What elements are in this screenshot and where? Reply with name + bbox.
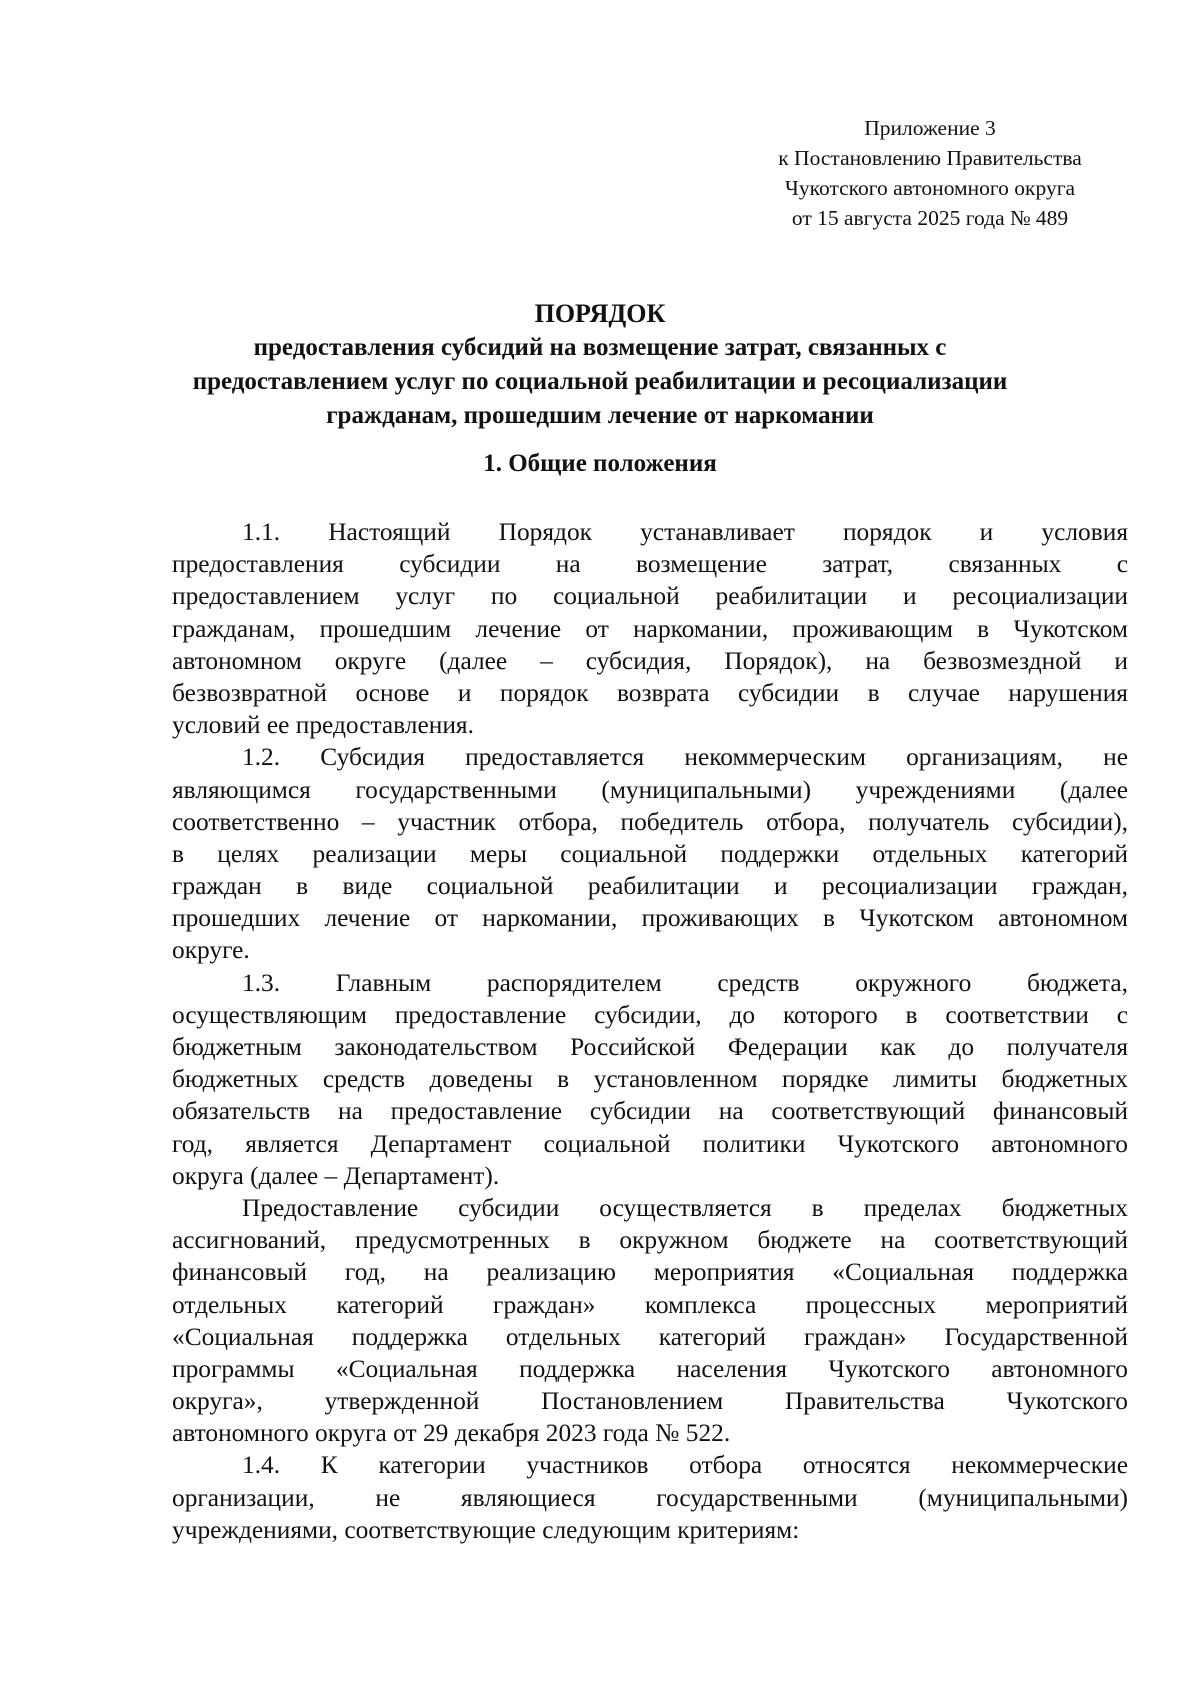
title-subtitle-line: предоставления субсидий на возмещение затрат, связанных с: [253, 334, 947, 361]
document-body: [172, 516, 1128, 1546]
text-line: граждан в виде социальной реабилитации и ресоциализации граждан,: [172, 872, 1128, 901]
text-line: округа (далее – Департамент).: [172, 1161, 500, 1190]
text-line: 1.1. Настоящий Порядок устанавливает порядок и условия: [242, 518, 1128, 546]
paragraph: [172, 1449, 1128, 1546]
text-line: гражданам, прошедшим лечение от наркомании, проживающим в Чукотском: [172, 614, 1128, 643]
text-line: организации, не являющиеся государственными (муниципальными): [172, 1483, 1128, 1512]
appendix-line: Чукотского автономного округа: [784, 176, 1076, 200]
text-line: безвозвратной основе и порядок возврата субсидии в случае нарушения: [172, 678, 1128, 707]
document-title: [160, 297, 1040, 433]
title-main: ПОРЯДОК: [534, 299, 666, 328]
text-line: предоставления субсидии на возмещение затрат, связанных с: [172, 550, 1128, 579]
text-line: 1.4. К категории участников отбора относятся некоммерческие: [242, 1451, 1128, 1480]
paragraph: [172, 741, 1128, 966]
text-line: Предоставление субсидии осуществляется в пределах бюджетных: [242, 1193, 1128, 1222]
text-line: ассигнований, предусмотренных в окружном бюджете на соответствующий: [172, 1226, 1128, 1255]
text-line: являющимся государственными (муниципальными) учреждениями (далее: [172, 775, 1128, 804]
appendix-line: Приложение 3: [864, 116, 996, 140]
text-line: бюджетным законодательством Российской Федерации как до получателя: [172, 1033, 1128, 1061]
text-line: предоставлением услуг по социальной реабилитации и ресоциализации: [172, 582, 1128, 611]
text-line: в целях реализации меры социальной поддержки отдельных категорий: [172, 839, 1128, 868]
title-subtitle-line: предоставлением услуг по социальной реабилитации и ресоциализации: [192, 368, 1008, 395]
paragraph: [172, 1192, 1128, 1450]
paragraph: [172, 967, 1128, 1192]
text-line: условий ее предоставления.: [172, 711, 474, 740]
text-line: соответственно – участник отбора, победитель отбора, получатель субсидии),: [172, 807, 1128, 836]
text-line: программы «Социальная поддержка населения Чукотского автономного: [172, 1354, 1128, 1383]
text-line: автономного округа от 29 декабря 2023 года № 522.: [172, 1419, 731, 1448]
text-line: осуществляющим предоставление субсидии, до которого в соответствии с: [172, 1000, 1128, 1029]
text-line: автономном округе (далее – субсидия, Порядок), на безвозмездной и: [172, 646, 1128, 675]
text-line: год, является Департамент социальной политики Чукотского автономного: [172, 1129, 1128, 1158]
text-line: округа», утвержденной Постановлением Правительства Чукотского: [172, 1387, 1128, 1416]
text-line: финансовый год, на реализацию мероприятия «Социальная поддержка: [172, 1258, 1128, 1287]
text-line: округе.: [172, 936, 250, 965]
text-line: «Социальная поддержка отдельных категорий граждан» Государственной: [172, 1322, 1128, 1351]
title-subtitle-line: гражданам, прошедшим лечение от наркомании: [326, 402, 874, 429]
text-line: 1.3. Главным распорядителем средств окружного бюджета,: [242, 968, 1128, 997]
text-line: обязательств на предоставление субсидии на соответствующий финансовый: [172, 1097, 1128, 1126]
section-heading: 1. Общие положения: [483, 450, 717, 477]
paragraph: [172, 516, 1128, 741]
text-line: прошедших лечение от наркомании, проживающих в Чукотском автономном: [172, 904, 1128, 933]
appendix-block: [760, 113, 1100, 233]
text-line: бюджетных средств доведены в установленном порядке лимиты бюджетных: [172, 1065, 1128, 1094]
appendix-line: от 15 августа 2025 года № 489: [791, 206, 1069, 230]
appendix-line: к Постановлению Правительства: [778, 146, 1082, 170]
text-line: отдельных категорий граждан» комплекса процессных мероприятий: [172, 1290, 1128, 1319]
text-line: 1.2. Субсидия предоставляется некоммерческим организациям, не: [242, 743, 1128, 772]
text-line: учреждениями, соответствующие следующим критериям:: [172, 1515, 800, 1544]
